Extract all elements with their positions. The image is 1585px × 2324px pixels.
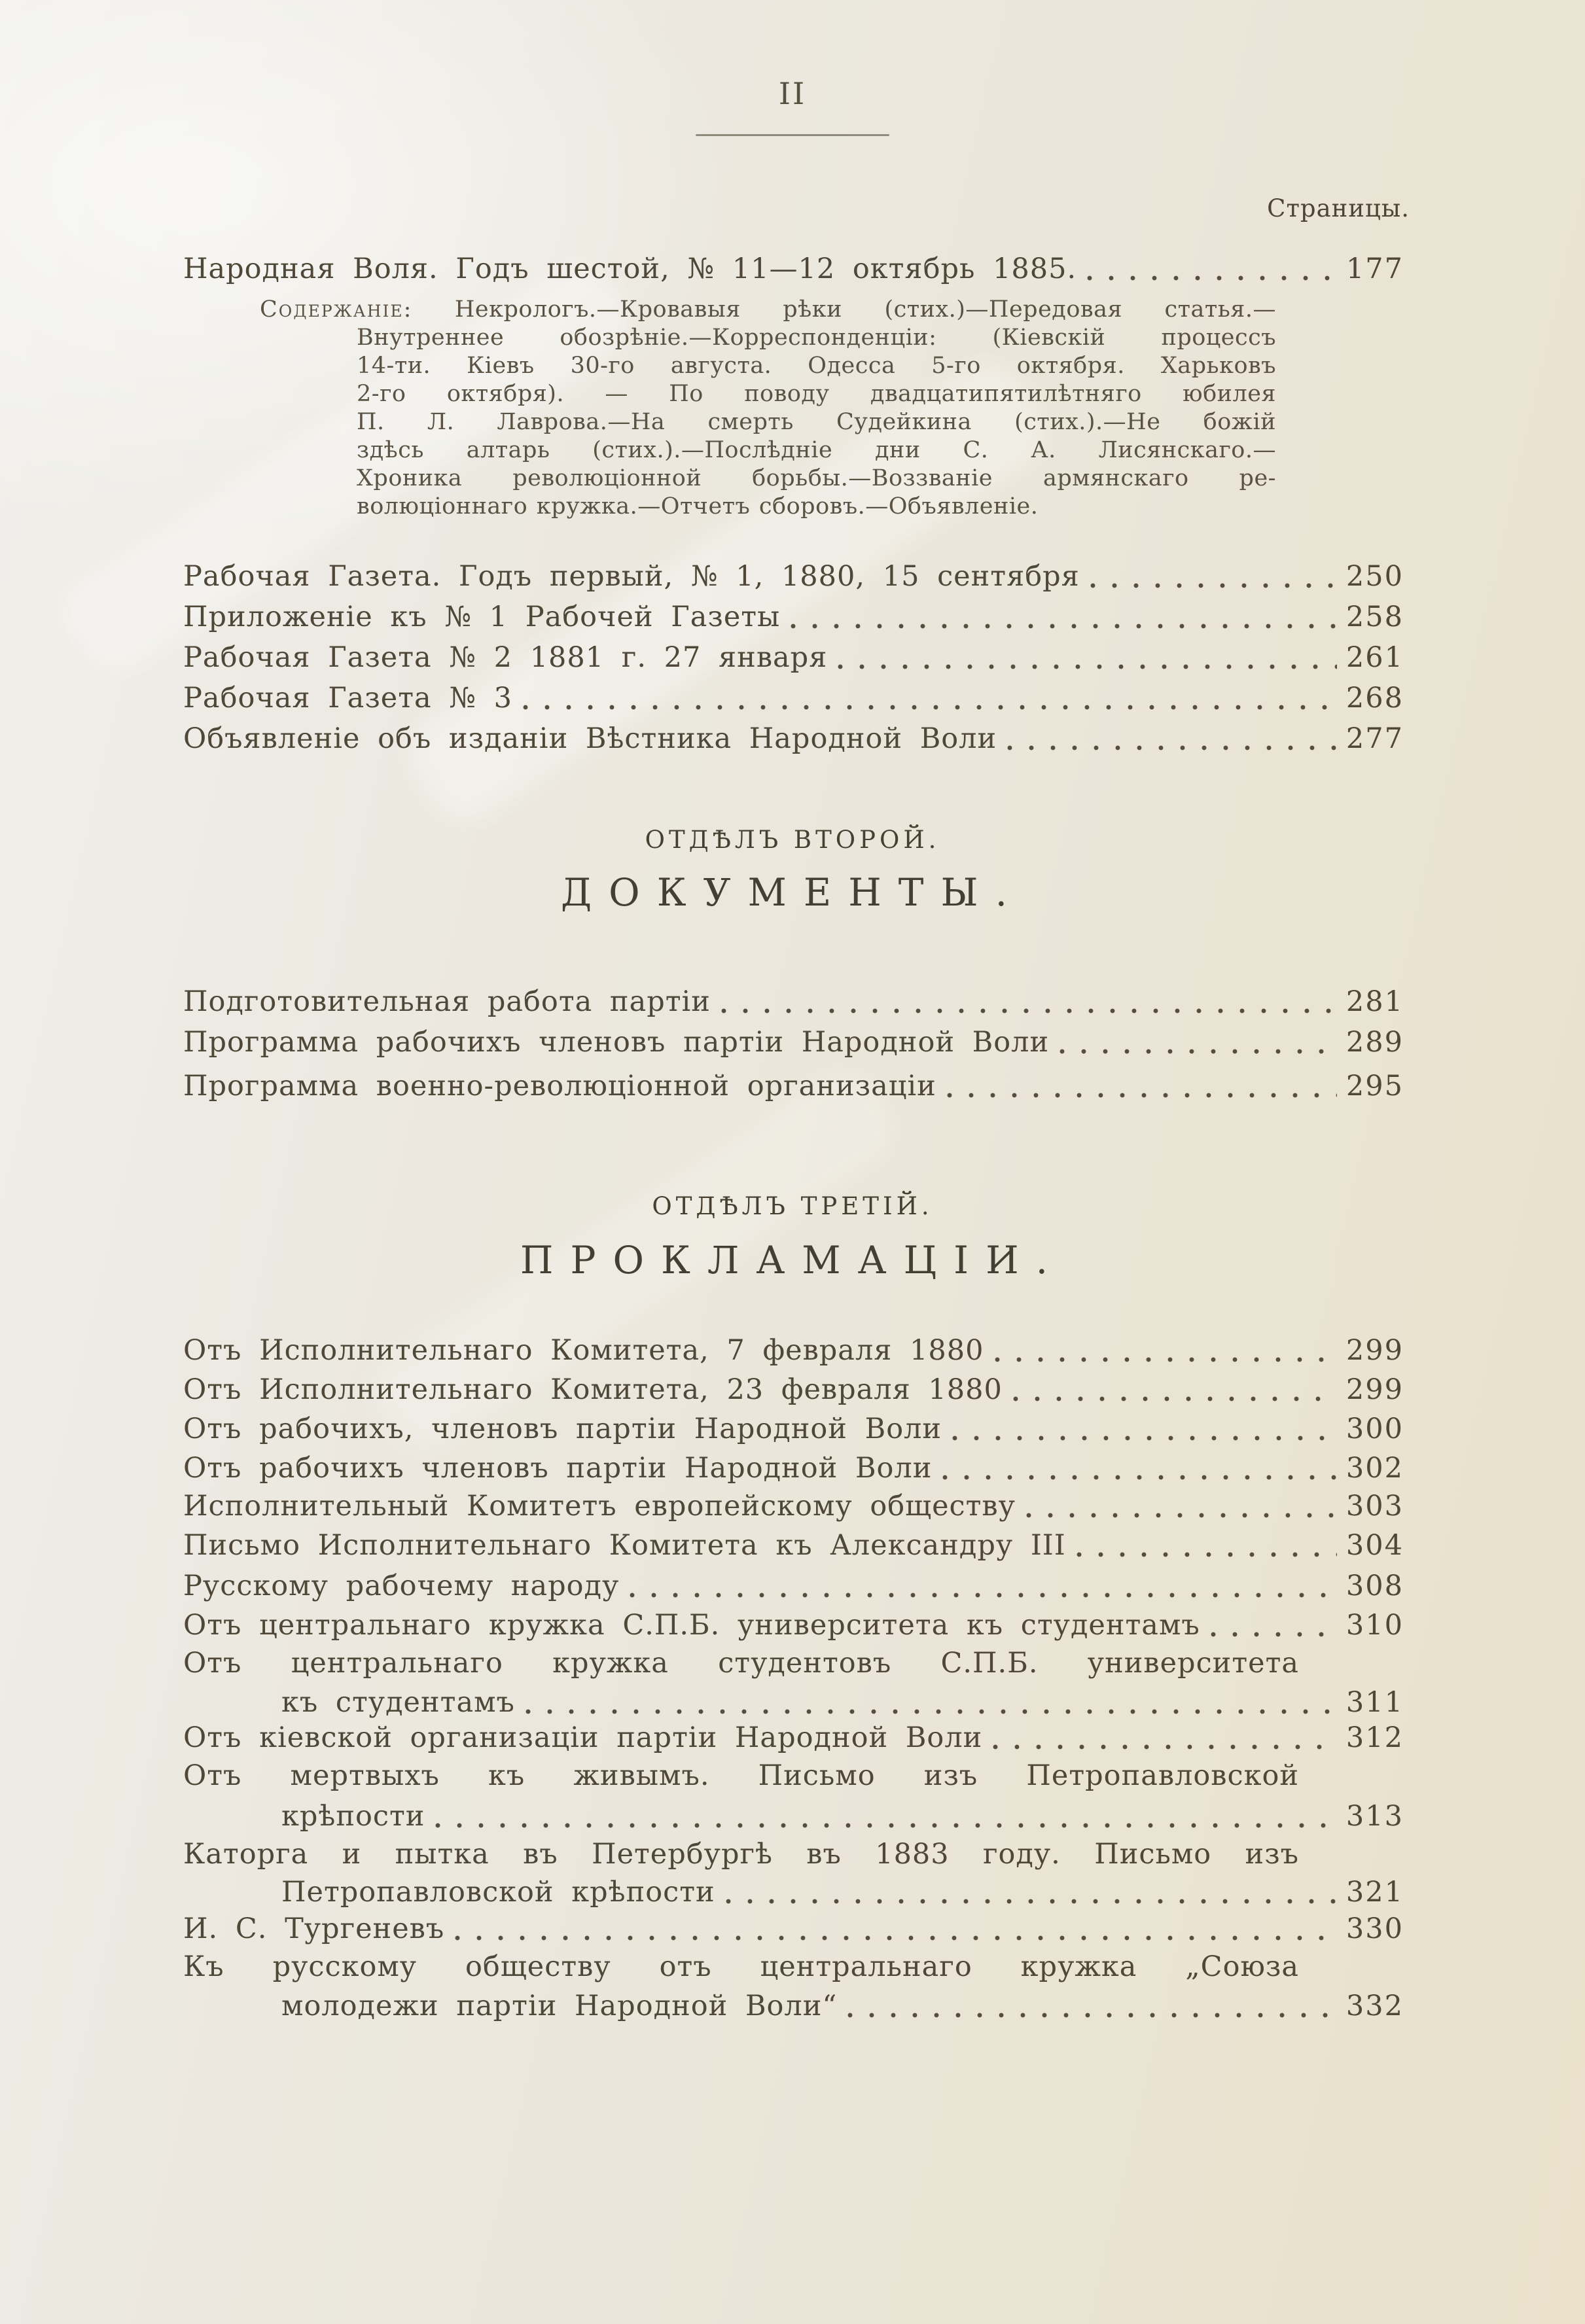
contents-note-label: Содержаніе: [260,296,413,323]
entry-page-number: 299 [1345,1334,1404,1367]
toc-entry [183,1025,1404,1059]
toc-entry [183,1451,1404,1485]
entry-title: Русскому рабочему народу [183,1570,620,1602]
dot-leader [721,1006,1337,1015]
entry-title: къ студентамъ [281,1686,515,1719]
dot-leader [947,1091,1337,1100]
dot-leader [791,622,1337,631]
dot-leader [1087,273,1337,283]
dot-leader [1090,581,1337,590]
entry-page-number: 330 [1345,1912,1404,1945]
dot-leader [726,1897,1337,1906]
entry-title: Рабочая Газета № 2 1881 г. 27 января [183,641,828,674]
toc-entry-first-line: Къ русскому обществу отъ центральнаго кружка „Союза [183,1950,1299,1983]
toc-entry [183,1528,1404,1562]
contents-note-line: П. Л. Лаврова.—На смерть Судейкина (стих.).—Не божій [357,409,1276,435]
dot-leader [847,2011,1337,2020]
entry-title: И. С. Тургеневъ [183,1912,445,1945]
toc-entry-continuation [281,1989,1404,2023]
toc-entry [183,1912,1404,1946]
entry-title: Программа рабочихъ членовъ партіи Народной Воли [183,1026,1050,1059]
divider-rule [696,134,889,136]
entry-page-number: 302 [1345,1452,1404,1485]
entry-page-number: 268 [1345,682,1404,714]
entry-title: Объявленіе объ изданіи Вѣстника Народной Воли [183,722,997,755]
entry-title: Подготовительная работа партіи [183,985,711,1018]
entry-page-number: 332 [1345,1990,1404,2022]
toc-entry [183,722,1404,756]
toc-entry [183,985,1404,1019]
entry-title: Отъ кіевской организаціи партіи Народной Воли [183,1721,983,1754]
toc-entry [183,1721,1404,1755]
dot-leader [1077,1550,1337,1559]
dot-leader [455,1933,1337,1943]
entry-title: Отъ рабочихъ членовъ партіи Народной Воли [183,1452,933,1485]
dot-leader [995,1355,1338,1364]
entry-title: Отъ Исполнительнаго Комитета, 23 февраля 1880 [183,1373,1003,1406]
toc-entry [183,1569,1404,1603]
entry-page-number: 289 [1345,1026,1404,1059]
toc-entry [183,1333,1404,1367]
toc-entry-continuation [281,1685,1404,1719]
toc-entry [183,1373,1404,1407]
entry-page-number: 311 [1345,1686,1404,1719]
dot-leader [838,662,1337,671]
entry-page-number: 177 [1345,253,1404,285]
page-number-folio: II [778,76,807,111]
entry-title: Рабочая Газета № 3 [183,682,513,714]
section-kicker: ОТДѢЛЪ ВТОРОЙ. [645,826,940,854]
toc-entry [183,1069,1404,1103]
entry-title: Отъ Исполнительнаго Комитета, 7 февраля 1880 [183,1334,984,1367]
entry-title: Программа военно-революціонной организаціи [183,1070,936,1102]
toc-entry [183,1412,1404,1446]
entry-title: Исполнительный Комитетъ европейскому обществу [183,1490,1016,1523]
entry-title: крѣпости [281,1800,425,1833]
toc-entry [183,1489,1404,1523]
contents-note-line: Внутреннее обозрѣніе.—Корреспонденціи: (Кіевскій процессъ [357,325,1276,351]
entry-page-number: 299 [1345,1373,1404,1406]
entry-title: Письмо Исполнительнаго Комитета къ Александру III [183,1529,1066,1562]
entry-title: молодежи партіи Народной Воли“ [281,1990,838,2022]
dot-leader [1013,1394,1337,1403]
entry-page-number: 304 [1345,1529,1404,1562]
dot-leader [1060,1047,1337,1056]
entry-page-number: 300 [1345,1413,1404,1445]
toc-entry [183,600,1404,634]
contents-note-text: Некрологъ.—Кровавыя рѣки (стих.)—Передовая статья.— [454,296,1276,323]
contents-note-line: здѣсь алтарь (стих.).—Послѣдніе дни С. А. Лисянскаго.— [357,437,1276,463]
toc-entry-first-line: Отъ центральнаго кружка студентовъ С.П.Б. университета [183,1647,1299,1680]
dot-leader [993,1742,1337,1752]
section-title: ДОКУМЕНТЫ. [561,870,1024,915]
dot-leader [435,1821,1337,1830]
section-title: ПРОКЛАМАЦІИ. [520,1238,1065,1282]
entry-page-number: 321 [1345,1876,1404,1909]
dot-leader [942,1473,1337,1482]
toc-entry [183,641,1404,675]
toc-entry-continuation [281,1875,1404,1909]
dot-leader [952,1434,1337,1443]
pages-column-label: Страницы. [1267,194,1410,222]
entry-page-number: 277 [1345,722,1404,755]
entry-title: Рабочая Газета. Годъ первый, № 1, 1880, 15 сентября [183,560,1080,593]
dot-leader [1026,1511,1337,1520]
dot-leader [1211,1630,1337,1639]
dot-leader [1007,743,1337,752]
contents-note-line [260,296,1276,324]
entry-page-number: 250 [1345,560,1404,593]
contents-note-line: Хроника революціонной борьбы.—Воззваніе армянскаго ре- [357,465,1276,491]
toc-entry [183,252,1404,286]
contents-note-line: 2-го октября). — По поводу двадцатипятилѣтняго юбилея [357,381,1276,407]
toc-entry-first-line: Каторга и пытка въ Петербургѣ въ 1883 году. Письмо изъ [183,1838,1299,1871]
dot-leader [525,1707,1337,1716]
entry-page-number: 281 [1345,985,1404,1018]
entry-page-number: 313 [1345,1800,1404,1833]
toc-entry-first-line: Отъ мертвыхъ къ живымъ. Письмо изъ Петропавловской [183,1759,1299,1792]
entry-title: Народная Воля. Годъ шестой, № 11—12 октябрь 1885. [183,253,1077,285]
dot-leader [523,703,1337,712]
contents-note [260,296,1276,521]
contents-note-line: 14-ти. Кіевъ 30-го августа. Одесса 5-го октября. Харьковъ [357,353,1276,379]
entry-page-number: 258 [1345,601,1404,633]
entry-title: Петропавловской крѣпости [281,1876,715,1909]
entry-page-number: 308 [1345,1570,1404,1602]
contents-note-line: волюціоннаго кружка.—Отчетъ сборовъ.—Объявленіе. [357,493,1039,519]
toc-entry [183,559,1404,593]
entry-title: Приложеніе къ № 1 Рабочей Газеты [183,601,781,633]
entry-page-number: 312 [1345,1721,1404,1754]
section-kicker: ОТДѢЛЪ ТРЕТІЙ. [652,1192,933,1220]
toc-entry-continuation [281,1799,1404,1833]
toc-entry [183,681,1404,715]
entry-page-number: 261 [1345,641,1404,674]
dot-leader [630,1591,1337,1600]
entry-page-number: 295 [1345,1070,1404,1102]
toc-entry [183,1608,1404,1642]
entry-page-number: 303 [1345,1490,1404,1523]
entry-title: Отъ рабочихъ, членовъ партіи Народной Воли [183,1413,942,1445]
entry-page-number: 310 [1345,1609,1404,1642]
entry-title: Отъ центральнаго кружка С.П.Б. университета къ студентамъ [183,1609,1200,1642]
